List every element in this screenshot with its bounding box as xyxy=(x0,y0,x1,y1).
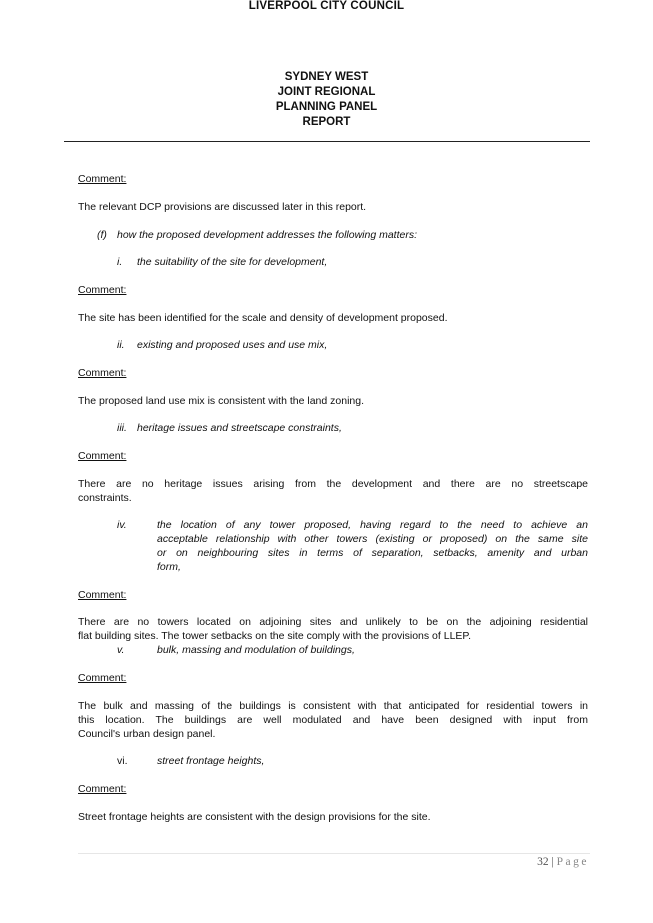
comment-label: Comment: xyxy=(78,284,127,296)
comment-label: Comment: xyxy=(78,783,127,795)
comment-label: Comment: xyxy=(78,589,127,601)
footer-separator: | xyxy=(551,856,554,868)
paragraph: Street frontage heights are consistent with the design provisions for the site. xyxy=(78,811,431,823)
list-marker: i. xyxy=(117,256,123,268)
list-item-text: how the proposed development addresses the following matters: xyxy=(117,229,418,241)
list-marker: iv. xyxy=(117,519,127,531)
comment-label: Comment: xyxy=(78,672,127,684)
paragraph-line: flat building sites. The tower setbacks on the site comply with the provisions of LLEP. xyxy=(78,630,471,642)
paragraph-line: There are no towers located on adjoining sites and unlikely to be on the adjoining residential xyxy=(78,616,588,628)
comment-label: Comment: xyxy=(78,367,127,379)
list-marker: v. xyxy=(117,644,125,656)
list-item-text: heritage issues and streetscape constraints, xyxy=(137,422,342,434)
list-marker: (f) xyxy=(97,229,107,241)
paragraph: The relevant DCP provisions are discussed later in this report. xyxy=(78,201,367,213)
comment-label: Comment: xyxy=(78,173,127,185)
footer-divider xyxy=(78,853,590,854)
report-title-line: JOINT REGIONAL xyxy=(277,86,376,98)
page-number: 32 xyxy=(537,856,549,868)
report-title-line: SYDNEY WEST xyxy=(284,71,369,83)
paragraph-line: The bulk and massing of the buildings is consistent with that anticipated for residential towers in xyxy=(78,700,588,712)
paragraph-line: constraints. xyxy=(78,492,132,504)
list-marker: ii. xyxy=(117,339,125,351)
council-title: LIVERPOOL CITY COUNCIL xyxy=(248,0,405,12)
list-item-line: the location of any tower proposed, having regard to the need to achieve an xyxy=(157,519,588,531)
report-title xyxy=(0,70,653,130)
list-marker: vi. xyxy=(117,755,128,767)
comment-label: Comment: xyxy=(78,450,127,462)
paragraph: The site has been identified for the scale and density of development proposed. xyxy=(78,312,448,324)
report-title-line: PLANNING PANEL xyxy=(275,101,378,113)
list-item-text: the suitability of the site for development, xyxy=(137,256,328,268)
paragraph: The proposed land use mix is consistent with the land zoning. xyxy=(78,395,364,407)
list-item-line: or on neighbouring sites in terms of separation, setbacks, amenity and urban xyxy=(157,547,588,559)
list-marker: iii. xyxy=(117,422,127,434)
paragraph-line: There are no heritage issues arising from the development and there are no streetscape xyxy=(78,478,588,490)
page-footer xyxy=(537,856,589,868)
list-item-line: acceptable relationship with other towers (existing or proposed) on the same site xyxy=(157,533,588,545)
paragraph-line: this location. The buildings are well modulated and have been designed with input from xyxy=(78,714,588,726)
list-item-text: existing and proposed uses and use mix, xyxy=(137,339,328,351)
paragraph-line: Council's urban design panel. xyxy=(78,728,216,740)
header-divider xyxy=(64,141,590,142)
report-title-line: REPORT xyxy=(302,116,351,128)
list-item-line: form, xyxy=(157,561,181,573)
list-item-text: street frontage heights, xyxy=(157,755,265,767)
page-label: Page xyxy=(556,856,589,868)
list-item-text: bulk, massing and modulation of buildings, xyxy=(157,644,355,656)
